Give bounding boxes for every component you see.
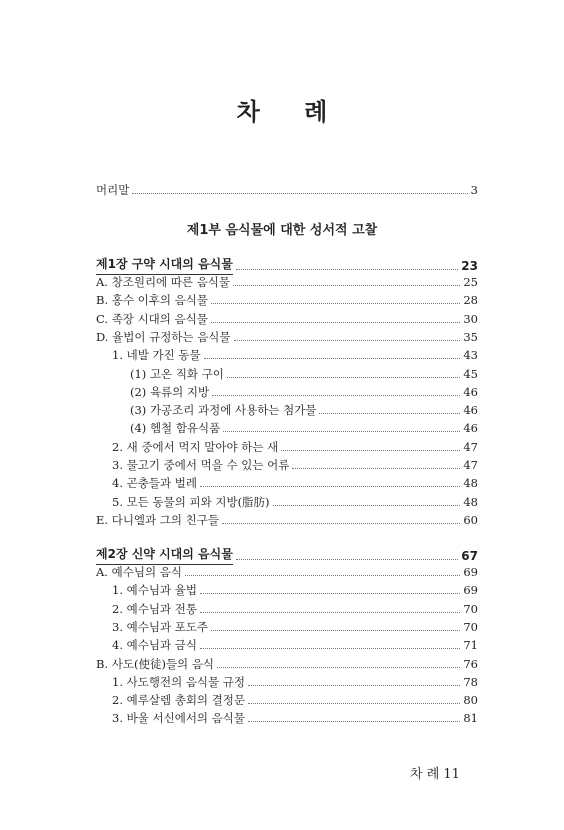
toc-label: 3. 물고기 중에서 먹을 수 있는 어류 [112, 458, 290, 472]
leader-dots [211, 302, 460, 304]
leader-dots [212, 394, 460, 396]
toc-page: 60 [463, 512, 478, 527]
leader-dots [233, 284, 460, 286]
toc-page: 70 [463, 619, 478, 634]
toc-entry[interactable] [112, 346, 478, 364]
toc-page: 80 [463, 693, 478, 708]
toc-page: 48 [463, 494, 478, 509]
toc-entry[interactable] [112, 618, 478, 636]
leader-dots [185, 574, 460, 576]
page-title: 차 례 [236, 97, 346, 126]
toc-entry[interactable] [130, 401, 478, 419]
leader-dots [204, 357, 461, 359]
toc-entry[interactable] [96, 273, 478, 291]
toc-label: E. 다니엘과 그의 친구들 [96, 512, 219, 527]
toc-entry[interactable] [130, 383, 478, 401]
toc-entry[interactable] [112, 600, 478, 618]
toc-label: A. 창조원리에 따른 음식물 [96, 275, 231, 289]
chapter-page: 67 [461, 549, 478, 563]
toc-label: 2. 새 중에서 먹지 말아야 하는 새 [112, 439, 279, 454]
leader-dots [200, 611, 460, 613]
toc-label: (3) 가공조리 과정에 사용하는 첨가물 [130, 403, 317, 418]
leader-dots [319, 412, 460, 414]
toc-page: 70 [463, 601, 478, 616]
part-heading: 제1부 음식물에 대한 성서적 고찰 [186, 223, 378, 238]
toc-label: 4. 예수님과 금식 [112, 638, 197, 653]
leader-dots [217, 666, 460, 668]
toc-entry[interactable] [112, 581, 478, 599]
toc-entry[interactable] [130, 419, 478, 437]
toc-entry[interactable] [112, 438, 478, 456]
toc-page: 25 [463, 275, 478, 289]
leader-dots [211, 629, 460, 631]
toc-entry[interactable] [112, 673, 478, 691]
toc-page: 46 [463, 403, 478, 418]
toc-entry[interactable] [112, 474, 478, 492]
toc-label: (1) 고온 직화 구이 [130, 366, 224, 381]
toc-entry[interactable] [96, 310, 478, 328]
toc-page: 3 [470, 183, 478, 197]
toc-entry[interactable] [96, 328, 478, 346]
toc-label: B. 홍수 이후의 음식물 [96, 293, 208, 308]
leader-dots [200, 647, 460, 649]
leader-dots [211, 321, 460, 323]
toc-page: 28 [463, 293, 478, 308]
toc-entry[interactable] [130, 365, 478, 383]
leader-dots [248, 684, 460, 686]
leader-dots [200, 485, 460, 487]
toc-entry[interactable] [112, 456, 478, 474]
chapter-label: 제2장 신약 시대의 음식물 [96, 545, 233, 565]
toc-label: (4) 헴철 함유식품 [130, 421, 221, 436]
toc-entry[interactable] [112, 709, 478, 727]
leader-dots [248, 720, 460, 722]
page-footer: 차 례 11 [410, 767, 460, 782]
toc-entry-chapter2[interactable] [96, 545, 478, 565]
toc-page: 81 [463, 711, 478, 726]
leader-dots [292, 467, 460, 469]
leader-dots [281, 449, 460, 451]
toc-page: 45 [463, 366, 478, 381]
toc-label: 4. 곤충들과 벌레 [112, 476, 197, 491]
toc-entry-chapter1[interactable] [96, 255, 478, 275]
toc-page: 30 [463, 311, 478, 326]
leader-dots [132, 192, 467, 194]
toc-page: 76 [463, 656, 478, 671]
leader-dots [273, 504, 461, 506]
chapter-page: 23 [461, 259, 478, 273]
toc-label: 1. 사도행전의 음식물 규정 [112, 674, 246, 689]
toc-page: 47 [463, 458, 478, 472]
toc-entry[interactable] [112, 493, 478, 511]
toc-label: 2. 예수님과 전통 [112, 601, 197, 616]
toc-entry[interactable] [96, 291, 478, 309]
toc-entry[interactable] [96, 563, 478, 581]
toc-page: 78 [463, 674, 478, 689]
leader-dots [223, 430, 460, 432]
toc-entry-preface[interactable] [96, 181, 478, 199]
toc-entry[interactable] [112, 636, 478, 654]
toc-label: A. 예수님의 음식 [96, 565, 182, 579]
toc-label: C. 족장 시대의 음식물 [96, 311, 208, 326]
toc-page: 47 [463, 439, 478, 454]
toc-page: 46 [463, 384, 478, 399]
leader-dots [200, 592, 460, 594]
toc-page: 43 [463, 348, 478, 363]
leader-dots [248, 702, 460, 704]
toc-label: 1. 예수님과 율법 [112, 583, 197, 598]
toc-label: B. 사도(使徒)들의 음식 [96, 656, 215, 671]
chapter-label: 제1장 구약 시대의 음식물 [96, 255, 233, 275]
toc-page: 71 [463, 638, 478, 653]
toc-label: 1. 네발 가진 동물 [112, 348, 201, 363]
toc-entry[interactable] [112, 691, 478, 709]
toc-entry[interactable] [96, 511, 478, 529]
toc-page: 48 [463, 476, 478, 491]
toc-label: 3. 바울 서신에서의 음식물 [112, 711, 246, 726]
leader-dots [236, 558, 458, 560]
toc-label: (2) 육류의 지방 [130, 384, 210, 399]
toc-label: 3. 예수님과 포도주 [112, 619, 209, 634]
toc-page: 69 [463, 583, 478, 598]
toc-page: 69 [463, 565, 478, 579]
toc-label: 5. 모든 동물의 피와 지방(脂肪) [112, 494, 270, 509]
toc-page: 46 [463, 421, 478, 436]
leader-dots [236, 268, 458, 270]
leader-dots [227, 376, 460, 378]
leader-dots [234, 339, 461, 341]
leader-dots [222, 522, 460, 524]
toc-entry[interactable] [96, 655, 478, 673]
toc-page: 35 [463, 329, 478, 344]
toc-label: D. 율법이 규정하는 음식물 [96, 329, 231, 344]
toc-label: 머리말 [96, 183, 130, 197]
toc-label: 2. 예루살렘 총회의 결정문 [112, 693, 246, 708]
